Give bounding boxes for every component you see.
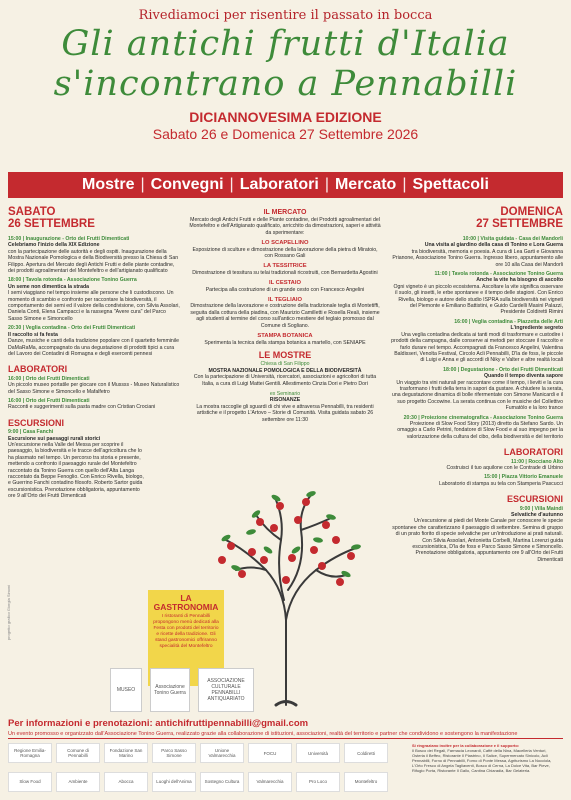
event-title: Una visita al giardino della casa di Tonino e Lora Guerra [424, 242, 563, 249]
lab [8, 376, 180, 395]
event-body: tra biodiversità, memoria e poesia. A cura di Lea Garti e Giovanna Prianone, Associazione Tonino Guerra. Ingresso libero, appuntamento alle ore 10 alla Casa dei Mandorli [392, 248, 563, 268]
lab [390, 474, 563, 487]
craft-body: Dimostrazione di tessitura su telai tradizionali ricostruiti, con Bernardetta Agostini [192, 269, 378, 276]
title-line-1: Gli antichi frutti d'Italia [61, 24, 510, 64]
event-time: 16:00 | Veglia contadina - Piazzetta delle Arti [454, 318, 563, 325]
banner-item: Mostre [82, 176, 135, 193]
event [390, 319, 563, 364]
thanks-heading: Si ringraziano inoltre per la collaborazione e il supporto: [412, 743, 520, 748]
event-title: Quando il tempo diventa sapore [484, 373, 563, 380]
sponsor-logo: FOCU [248, 743, 292, 763]
event-time: 18:00 | Degustazione - Orto dei Frutti Dimenticati [443, 366, 563, 373]
event-body: Una veglia contadina dedicata ai tanti modi di trasformare e custodire i prodotti della campagna, dalle conserve ai metodi per stoccare il raccolto e farlo durare nel tempo. Accompagnati da Francesco Angelini, Valentina Baldisseri, Venolta Festival, Circolo Acli Pennabilli, D'la de foss, le piccole di Luigi e Anna e gli accordi di Niky e Valter e altre realtà locali [391, 331, 563, 364]
lab-body: Costruisci il tuo aquilone con le Contrade di Urbino [446, 465, 563, 471]
sponsor-logo: Valmarecchia [248, 772, 292, 792]
sponsor-logo: Luoghi dell'Anima [152, 772, 196, 792]
activities-banner [8, 172, 563, 198]
saturday-excursions-heading: ESCURSIONI [8, 417, 65, 428]
lab-time: 16:00 | Orto dei Frutti Dimenticati [8, 375, 90, 382]
banner-item: Spettacoli [412, 176, 489, 193]
event [8, 236, 180, 274]
sponsor-logo: Parco Sasso Simone [152, 743, 196, 763]
sponsor-logo: Ambiente [56, 772, 100, 792]
craft-body: Esposizione di sculture e dimostrazione della lavorazione della pietra di Miratoio, con Rossano Gali [192, 246, 378, 260]
event [390, 271, 563, 316]
sunday-column [390, 206, 563, 566]
middle-column [188, 206, 382, 423]
event [390, 236, 563, 268]
lab [390, 459, 563, 472]
event-body: Ogni vigneto è un piccolo ecosistema. Ascoltare la vite significa osservare il suolo, gli insetti, le erbe spontanee e il tempo delle stagioni. Con Enrico Rivella, biologo e autore dello studio ISPRA sulla biodiversità nei vigneti del Piemonte e Emiliano Battistini, e Guido Cardelli Masini Palazzi, Presidente Coldiretti Rimini [393, 283, 563, 316]
event [390, 415, 563, 441]
event-body: I semi viaggiano nel tempo insieme alle persone che li custodiscono. Un momento di scambio e confronto per raccontare la biodiversità, il comportamento dei semi ed il valore della condivisione, con Silvia Assolari, Daniela Conti, Elena Campacci e la rassegna "Avere cura" del Parco Sasso Simone e Simoncello [8, 290, 180, 322]
event [8, 277, 180, 322]
sunday-excursions-heading: ESCURSIONI [506, 494, 563, 505]
sponsor-logo: Slow Food [8, 772, 52, 792]
event [8, 325, 180, 357]
market-body: Mercato degli Antichi Frutti e delle Piante contadine, dei Prodotti agroalimentari del Montefeltro e dell'Artigianato qualificato, arricchito da dimostrazioni, saperi e attività da sperimentare: [189, 217, 381, 236]
excursion-title: Selvatiche d'autunno [511, 512, 563, 519]
lab-time: 16:00 | Orto dei Frutti Dimenticati [8, 397, 90, 404]
saturday-day: SABATO [8, 206, 56, 218]
craft-name: STAMPA BOTANICA [257, 333, 313, 340]
craft-body: Sperimenta la tecnica della stampa botanica a martello, con SENIAPE [204, 339, 366, 346]
event-time: 15:00 | Inaugurazione - Orto dei Frutti Dimenticati [8, 236, 130, 242]
seminary-body: La mostra raccoglie gli sguardi di chi vive e attraversa Pennabilli, tra residenti artistiche e il progetto L'Artovo – Storie di Comunità. Visita guidata sabato 26 settembre ore 11:30 [196, 403, 374, 423]
sunday-day: DOMENICA [500, 206, 563, 218]
cultural-association-logo: ASSOCIAZIONE CULTURALE PENNABILLI ANTIQUARIATO [198, 668, 254, 712]
separator: | [324, 176, 329, 193]
excursion-title: Escursione sui paesaggi rurali storici [8, 435, 101, 442]
thanks-note [412, 743, 560, 796]
sponsor-logo: Coldiretti [344, 743, 388, 763]
excursion-body: Un'escursione nella Valle del Messa per scoprire il paesaggio, la biodiversità e le tracce dell'agricoltura che lo ha plasmato nel tempo. Un percorso tra storia e presente, mettendo a confronto il paesaggio rurale del Montefeltro raccontato da Tonino Guerra con quello dell'Alta Langa raccontato da Beppe Fenoglio. Con Enrico Rivella, biologo, e Guerrino Fanchi contadino filosofo. Roberto Sartor guida escursionistica. Prenotazione obbligatoria, appuntamento ore 9 all'Orto dei Frutti Dimenticati [8, 441, 144, 500]
excursion-time: 9:00 | Villa Maindi [519, 505, 563, 512]
excursion-time: 9:00 | Casa Fanchi [8, 429, 54, 436]
footer [8, 738, 563, 796]
craft-name: LA TESSITRICE [263, 263, 307, 270]
sponsor-logo: Sostegno Cultura [200, 772, 244, 792]
banner-item: Mercato [334, 176, 397, 193]
sponsor-logo: Comune di Pennabilli [56, 743, 100, 763]
craft-body: Dimostrazione della lavorazione e costruzione della tradizionale teglia di Montetiffi, seguita dalla cottura della piadina, con Maurizio Camilletti e Rosella Reali, insieme agli studenti al termine del corso sull'antico mestiere del teglaio promosso dal Comune di Sogliano. [190, 303, 380, 329]
seminary-name: RISONANZE [269, 397, 301, 404]
edition: DICIANNOVESIMA EDIZIONE [189, 109, 382, 125]
saturday-column [8, 206, 180, 503]
banner-item: Laboratori [239, 176, 319, 193]
event-title: L'ingrediente segreto [510, 325, 563, 332]
thanks-body: Il Bosco dei Regali, Farmacia Leonardi, Caffè della Nina, Macelleria Venturi, Osteria il Beffeo, Ristorante Il Piastrino, Il Salice, Supermercato Sinicolo, Acli Pennabilli, Forno di Pennabilli, Forno di Ponte Messa, Agriturismo La Nocciola, L'Orto Fresco di Angela Tagliaventi, Bosco di Cerna, La Dolce Vita, Bar Pieve, Rifugio Porta, Ristorante Il Gallo, Cantina Chiaradia, Bar Gelateria. [412, 748, 552, 773]
sponsor-logo: Pro Loco [296, 772, 340, 792]
event-time: 10:00 | Visita guidata - Casa dei Mandorli [462, 236, 563, 242]
separator: | [140, 176, 145, 193]
tagline: Rivediamoci per risentire il passato in bocca [138, 8, 433, 23]
design-credit: progetto grafico Giorgia Simoni [6, 584, 11, 640]
sponsor-logo: Abocca [104, 772, 148, 792]
event-body: Un viaggio tra vini naturali per raccontare come il tempo, i lieviti e la cura trasformano i frutti della terra in sapori da gustare. A chiudere la serata, una degustazione dinamica di bolle rifermentate con Simone Manicardi e il suo progetto Cocowine. La serata continua con le musiche del Collettivo Fumatòlo e la loro trance [392, 379, 563, 412]
lab-time: 11:00 | Rocciano Alto [511, 458, 563, 465]
lab-body: Racconti e suggerimenti sulla pasta madre con Cristian Crociani [8, 404, 156, 411]
tonino-guerra-logo: Associazione Tonino Guerra [150, 668, 190, 712]
banner-item: Convegni [150, 176, 224, 193]
sponsor-logo: Regione Emilia-Romagna [8, 743, 52, 763]
event-time: 18:00 | Tavola rotonda - Associazione Tonino Guerra [8, 277, 137, 284]
event-time: 20:30 | Veglia contadina - Orto dei Frutti Dimenticati [8, 325, 136, 332]
sponsor-logo: Università [296, 743, 340, 763]
sunday-date: 27 SETTEMBRE [476, 218, 563, 230]
exhibits-heading: LE MOSTRE [258, 349, 312, 360]
museum-logo: MUSEO [110, 668, 142, 712]
event-title: Il raccolto si fa festa [8, 331, 58, 338]
exhibit-place: Chiesa di San Filippo [260, 361, 310, 368]
saturday-date: 26 SETTEMBRE [8, 218, 95, 230]
sponsor-logo: Fondazione San Marino [104, 743, 148, 763]
lab-body: Un piccolo museo portatile per giocare con il Mussss - Museo Naturalistico del Sasso Simone e Simoncello e Mafalfetro [8, 382, 180, 395]
gastronomy-title: LA GASTRONOMIA [153, 593, 219, 612]
saturday-labs-heading: LABORATORI [8, 364, 68, 375]
excursion-body: Un'escursione ai piedi del Monte Canale per conoscere le specie spontanee che caratterizzano il paesaggio di settembre. Semina di gruppo di un prato fiorito di specie selvatiche per un'introduzione ai prati naturali. Con Silvia Assolari, Antonietta Corbelli, Martina Lorenzi guida escursionistica, D'la de foss e Parco Sasso Simone e Simoncello. Prenotazione obbligatoria, appuntamento ore 9 all'Orto dei Frutti Dimenticati [392, 518, 563, 563]
craft-body: Partecipa alla costruzione di un grande cesto con Francesco Angelini [205, 286, 365, 293]
event [390, 367, 563, 412]
organizer-logos [110, 668, 260, 714]
event-title: Un seme non dimentica la strada [8, 283, 90, 290]
event-time: 11:00 | Tavola rotonda - Associazione Tonino Guerra [434, 271, 563, 278]
sponsor-logo: Montefeltro [344, 772, 388, 792]
info-subline: Un evento promosso e organizzato dall'Associazione Tonino Guerra, realizzato grazie alla collaborazione di istituzioni, associazioni, realtà del territorio e partner che condividono e sostengono la manifestazione [8, 731, 518, 737]
event-body: Proiezione di Slow Food Story (2013) diretto da Stefano Sardo. Un omaggio a Carlo Petrini, fondatore di Slow Food e al suo impegno per la valorizzazione della cultura del cibo, della biodiversità e del territorio [397, 420, 563, 440]
sponsor-logos [8, 743, 408, 796]
event-body: Danze, musiche e canti della tradizione popolare con il quartetto femminile DaMaRaMa, accompagnato da una degustazione di prodotti tipici a cura del Lavoro dei Contadini di Romagna e degli esercenti pennesi [8, 338, 179, 357]
separator: | [402, 176, 407, 193]
excursion [390, 506, 563, 564]
exhibit-name: MOSTRA NAZIONALE POMOLOGICA E DELLA BIODIVERSITÀ [208, 367, 362, 374]
info-headline: Per informazioni e prenotazioni: antichifruttipennabilli@gmail.com [8, 718, 309, 729]
craft-name: IL CESTAIO [269, 280, 301, 287]
event-title: Celebriamo l'inizio della XIX Edizione [8, 242, 100, 249]
lab [8, 398, 180, 411]
info-section [8, 718, 563, 737]
separator: | [229, 176, 234, 193]
event-dates: Sabato 26 e Domenica 27 Settembre 2026 [152, 126, 419, 142]
sponsor-logo: Unione Valmarecchia [200, 743, 244, 763]
event-body: con la partecipazione delle autorità e degli ospiti. Inaugurazione della Mostra Nazionale Pomologica e della Biodiversità presso la Chiesa di San Filippo. Apertura del Mercato degli Antichi Frutti e delle piante contadine, dei prodotti agroalimentari del Montefeltro e dell'artigianato qualificato [8, 248, 179, 275]
gastronomy-body: I ristoranti di Pennabilli propongono menù dedicati alla Festa con prodotti del territorio e ricette della tradizione. Gli stand gastronomici offriranno specialità del Montefeltro [153, 614, 219, 649]
craft-name: LO SCAPELLINO [261, 240, 309, 247]
craft-name: IL TEGLIAIO [267, 297, 303, 304]
lab-time: 15:00 | Piazza Vittorio Emanuele [484, 474, 563, 481]
excursion [8, 429, 148, 499]
event-time: 20:30 | Proiezione cinematografica - Associazione Tonino Guerra [403, 414, 563, 421]
seminary-place: ex Seminario [269, 390, 301, 397]
sunday-labs-heading: LABORATORI [503, 447, 563, 458]
exhibit-body: Con la partecipazione di Università, ricercatori, associazioni e agricoltori di tutta Italia, a cura di Luigi Mattei Gentili. Allestimento Cinzia Dori e Pietro Dori [193, 374, 377, 387]
title-line-2: s'incontrano a Pennabilli [53, 64, 518, 104]
market-heading: IL MERCATO [263, 209, 307, 216]
lab-body: Laboratorio di stampa su tela con Stamperia Pascucci [439, 480, 563, 487]
event-title: Anche la vite ha bisogno di ascolto [476, 277, 563, 284]
